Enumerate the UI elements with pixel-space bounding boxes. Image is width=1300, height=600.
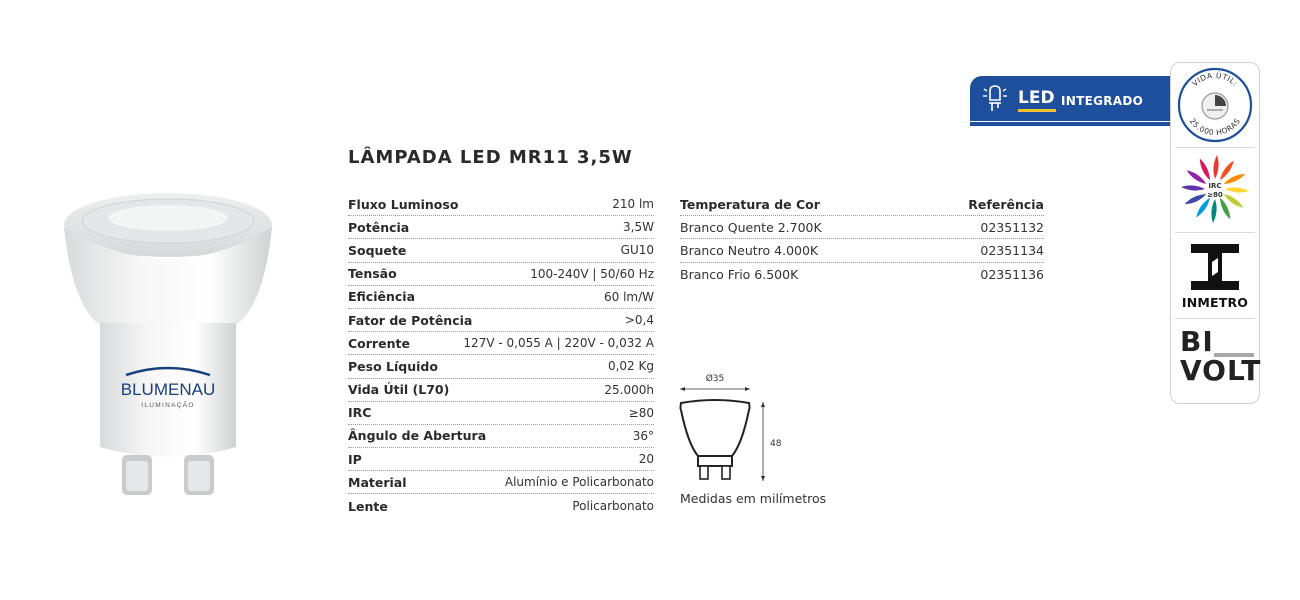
reference-header: Referência [968,196,1044,212]
banner-underline [970,122,1170,126]
spec-value: 100-240V | 50/60 Hz [530,266,654,281]
spec-label: IRC [348,405,372,421]
led-accent-line [1018,109,1056,112]
spec-label: Material [348,474,407,490]
color-temp-cell: Branco Neutro 4.000K [680,242,819,258]
spec-row [348,494,654,517]
spec-row [348,471,654,494]
irc-value: ≥80 [1207,191,1223,199]
spec-value: 3,5W [623,220,654,235]
irc-label: IRC [1208,182,1222,190]
spec-label: Potência [348,219,410,235]
spec-value: 25.000h [604,382,654,397]
color-temp-header: Temperatura de Cor [680,196,820,212]
height-label: 48 [770,439,782,449]
diameter-label: Ø35 [705,374,725,384]
spec-value: GU10 [620,243,654,258]
spec-label: Fator de Potência [348,312,473,328]
spec-label: Eficiência [348,289,416,305]
cert-divider [1175,147,1255,148]
inmetro-label: INMETRO [1181,295,1249,310]
spec-value: 60 lm/W [603,289,654,304]
spec-value: Alumínio e Policarbonato [504,475,654,490]
spec-label: Lente [348,498,388,514]
color-temp-cell: Branco Quente 2.700K [680,219,822,235]
references-header [680,193,1044,216]
spec-value: 36° [632,428,654,443]
spec-label: IP [348,451,362,467]
bivolt-volt-text: VOLT [1180,354,1262,387]
cert-divider [1175,232,1255,233]
spec-value: >0,4 [624,313,654,328]
spec-row [348,355,654,378]
brand-name: BLUMENAU [120,380,216,399]
spec-row [348,216,654,239]
product-image [50,185,290,505]
spec-row [348,263,654,286]
inmetro-icon [1188,242,1242,292]
spec-row [348,402,654,425]
vida-util-bottom-text: 25.000 HORAS [1187,116,1243,138]
spec-row [348,193,654,216]
reference-cell: 02351134 [980,242,1044,258]
spec-label: Vida Útil (L70) [348,382,450,398]
reference-row [680,263,1044,286]
spec-label: Fluxo Luminoso [348,196,459,212]
spec-label: Tensão [348,266,397,282]
led-bulb-icon [982,83,1008,113]
spec-label: Ângulo de Abertura [348,428,487,444]
spec-value: 127V - 0,055 A | 220V - 0,032 A [463,336,654,351]
spec-row [348,425,654,448]
spec-row [348,332,654,355]
spec-value: 20 [638,452,654,467]
dimensions-caption: Medidas em milímetros [680,491,827,506]
specs-table [348,193,654,518]
spec-row [348,239,654,262]
irc-color-wheel-badge [1176,150,1254,228]
product-title: LÂMPADA LED MR11 3,5W [348,147,633,168]
spec-value: ≥80 [628,405,654,420]
reference-cell: 02351136 [980,266,1044,282]
spec-row [348,379,654,402]
spec-value: 0,02 Kg [607,359,654,374]
spec-label: Soquete [348,242,407,258]
spec-value: Policarbonato [572,499,654,514]
brand-tagline: ILUMINAÇÃO [141,402,195,409]
spec-row [348,286,654,309]
led-label: LED [1018,88,1055,108]
cert-divider [1175,318,1255,319]
reference-cell: 02351132 [980,219,1044,235]
vida-util-badge [1176,66,1254,144]
vida-util-top-text: VIDA ÚTIL: [1190,70,1240,89]
color-temp-cell: Branco Frio 6.500K [680,266,799,282]
reference-row [680,216,1044,239]
bivolt-bi-text: BI [1180,325,1214,358]
references-table [680,193,1044,286]
integrado-label: INTEGRADO [1061,94,1144,108]
spec-row [348,448,654,471]
spec-value: 210 lm [612,197,654,212]
dimension-drawing [674,370,794,490]
spec-row [348,309,654,332]
spec-label: Corrente [348,335,410,351]
spec-label: Peso Líquido [348,358,438,374]
reference-row [680,239,1044,262]
